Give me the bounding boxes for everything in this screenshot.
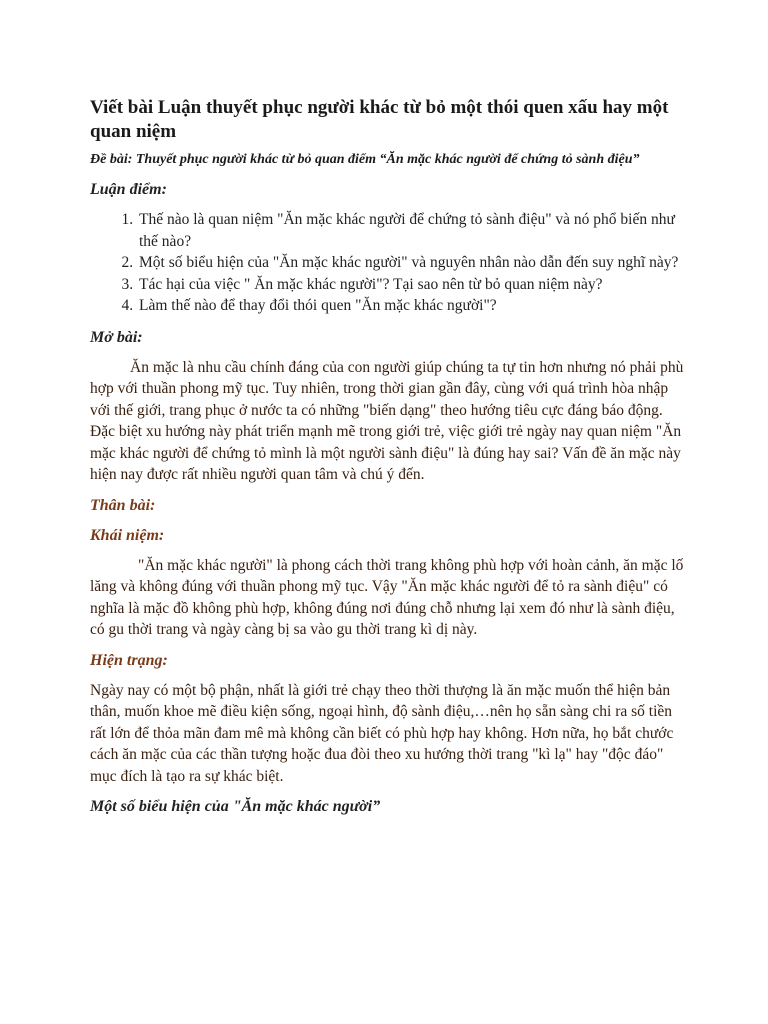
- list-item: 2. Một số biểu hiện của "Ăn mặc khác người" và nguyên nhân nào dẫn đến suy nghĩ này?: [137, 252, 690, 274]
- hien-trang-heading: Hiện trạng:: [90, 651, 168, 669]
- luan-diem-list: [90, 209, 690, 317]
- document-title: Viết bài Luận thuyết phục người khác từ bỏ một thói quen xấu hay một quan niệm: [90, 97, 669, 142]
- than-bai-heading: Thân bài:: [90, 496, 156, 514]
- bieu-hien-heading: Một số biểu hiện của "Ăn mặc khác người”: [90, 798, 381, 815]
- mo-bai-heading: Mở bài:: [90, 328, 143, 346]
- khai-niem-heading: Khái niệm:: [90, 526, 165, 544]
- luan-diem-heading: Luận điểm:: [90, 181, 167, 198]
- khai-niem-paragraph: "Ăn mặc khác người" là phong cách thời trang không phù hợp với hoàn cảnh, ăn mặc lố lăng và không đúng với thuần phong mỹ tục. Vậy "Ăn mặc khác người để tỏ ra sành điệu" có nghĩa là mặc đồ không phù hợp, không đúng nơi đúng chỗ nhưng lại xem đó như là sành điệu, có gu thời trang và ngày càng bị sa vào gu thời trang kì dị này.: [90, 556, 684, 638]
- list-item: 3. Tác hại của việc " Ăn mặc khác người"? Tại sao nên từ bỏ quan niệm này?: [137, 274, 690, 296]
- list-item: 1. Thế nào là quan niệm "Ăn mặc khác người để chứng tỏ sành điệu" và nó phổ biến như thế nào?: [137, 209, 690, 252]
- hien-trang-paragraph: Ngày nay có một bộ phận, nhất là giới trẻ chạy theo thời thượng là ăn mặc muốn thể hiện bản thân, muốn khoe mẽ điều kiện sống, ngoại hình, độ sành điệu,…nên họ sẵn sàng chi ra số tiền rất lớn để thỏa mãn đam mê mà không cần biết có phù hợp hay không. Hơn nữa, họ bắt chước cách ăn mặc của các thần tượng hoặc đua đòi theo xu hướng thời trang "kì lạ" hay "độc đáo" mục đích là tạo ra sự khác biệt.: [90, 681, 674, 785]
- essay-subject: Đề bài: Thuyết phục người khác từ bỏ quan điểm “Ăn mặc khác người để chứng tỏ sành điệu”: [90, 152, 640, 167]
- mo-bai-paragraph: Ăn mặc là nhu cầu chính đáng của con người giúp chúng ta tự tin hơn nhưng nó phải phù hợp với thuần phong mỹ tục. Tuy nhiên, trong thời gian gần đây, cùng với quá trình hòa nhập với thế giới, trang phục ở nước ta có những "biến dạng" theo hướng tiêu cực đáng báo động. Đặc biệt xu hướng này phát triển mạnh mẽ trong giới trẻ, việc giới trẻ ngày nay quan niệm "Ăn mặc khác người để chứng tỏ mình là một người sành điệu" là đúng hay sai? Vấn đề ăn mặc này hiện nay được rất nhiều người quan tâm và chú ý đến.: [90, 358, 684, 483]
- list-item: 4. Làm thế nào để thay đổi thói quen "Ăn mặc khác người"?: [137, 295, 690, 317]
- document-page: [90, 96, 690, 826]
